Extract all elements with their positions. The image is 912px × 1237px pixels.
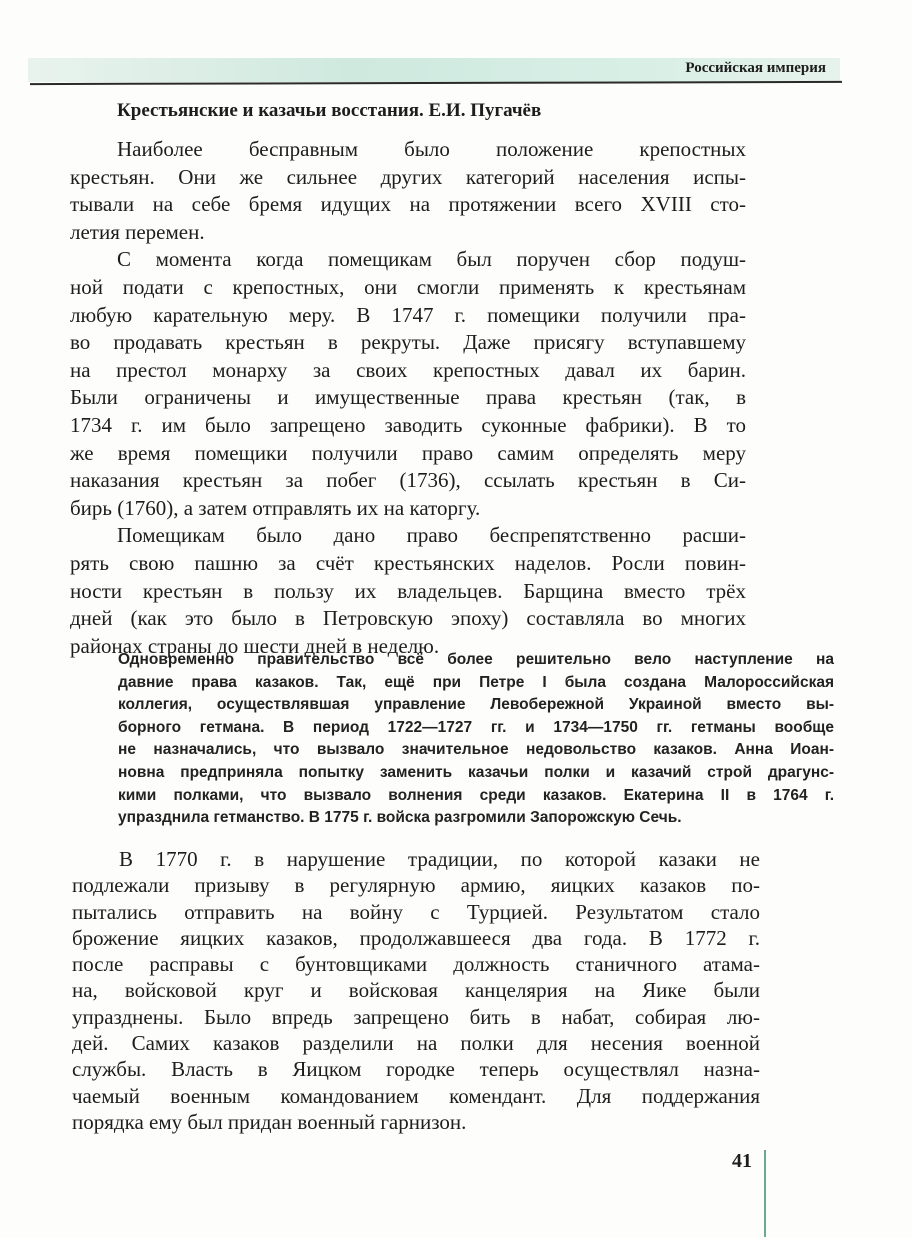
text-line: Были ограничены и имущественные права крестьян (так, в bbox=[70, 385, 746, 410]
text-line: летия перемен. bbox=[70, 219, 205, 244]
text-line: ной подати с крепостных, они смогли применять к крестьянам bbox=[70, 274, 746, 299]
text-line: чаемый военным командованием комендант. Для поддержания bbox=[72, 1083, 760, 1108]
text-line: С момента когда помещикам был поручен сбор подуш- bbox=[117, 247, 746, 272]
text-line: Наиболее бесправным было положение крепостных bbox=[117, 137, 746, 161]
text-line: дей. Самих казаков разделили на полки для несения военной bbox=[72, 1031, 760, 1056]
text-line: на престол монарху за своих крепостных давал их барин. bbox=[70, 357, 746, 382]
chapter-heading: Крестьянские и казачьи восстания. Е.И. Пугачёв bbox=[117, 100, 542, 121]
text-line: давние права казаков. Так, ещё при Петре I была создана Малороссийская bbox=[118, 673, 834, 691]
text-line: коллегия, осуществлявшая управление Левобережной Украиной вместо вы- bbox=[118, 696, 834, 714]
text-line: во продавать крестьян в рекруты. Даже присягу вступавшему bbox=[70, 330, 746, 355]
text-line: дней (как это было в Петровскую эпоху) составляла во многих bbox=[70, 606, 746, 631]
text-line: В 1770 г. в нарушение традиции, по которой казаки не bbox=[119, 847, 760, 871]
text-line: бирь (1760), а затем отправлять их на каторгу. bbox=[70, 495, 481, 520]
text-line: не назначались, что вызвало значительное недовольство казаков. Анна Иоан- bbox=[118, 741, 834, 759]
text-line: упразднены. Было впредь запрещено бить в набат, собирая лю- bbox=[72, 1004, 760, 1029]
text-line: же время помещики получили право самим определять меру bbox=[70, 440, 746, 465]
text-line: пытались отправить на войну с Турцией. Результатом стало bbox=[72, 899, 760, 924]
section-title: Российская империя bbox=[685, 60, 826, 76]
text-line: после расправы с бунтовщиками должность станичного атама- bbox=[72, 952, 760, 977]
text-line: кими полками, что вызвало волнения среди казаков. Екатерина II в 1764 г. bbox=[118, 786, 834, 804]
text-line: крестьян. Они же сильнее других категорий населения испы- bbox=[70, 164, 746, 189]
text-line: на, войсковой круг и войсковая канцелярия на Яике были bbox=[72, 978, 760, 1003]
body-text-lower bbox=[72, 846, 760, 1135]
text-line: упразднила гетманство. В 1775 г. войска разгромили Запорожскую Сечь. bbox=[118, 809, 682, 827]
text-line: службы. Власть в Яицком городке теперь осуществлял назна- bbox=[72, 1057, 760, 1082]
text-line: новна предприняла попытку заменить казачьи полки и казачий строй драгунс- bbox=[118, 763, 834, 781]
text-line: подлежали призыву в регулярную армию, яицких казаков по- bbox=[72, 873, 760, 898]
text-line: Одновременно правительство всё более решительно вело наступление на bbox=[118, 651, 834, 668]
text-line: наказания крестьян за побег (1736), ссылать крестьян в Си- bbox=[70, 468, 746, 493]
text-line: ности крестьян в пользу их владельцев. Барщина вместо трёх bbox=[70, 578, 746, 603]
text-line: Помещикам было дано право беспрепятственно расши- bbox=[117, 523, 746, 548]
body-text-upper bbox=[70, 136, 746, 660]
page-number: 41 bbox=[732, 1150, 752, 1172]
text-line: брожение яицких казаков, продолжавшееся два года. В 1772 г. bbox=[72, 925, 760, 950]
text-line: рять свою пашню за счёт крестьянских наделов. Росли повин- bbox=[70, 550, 746, 575]
text-line: порядка ему был придан военный гарнизон. bbox=[72, 1109, 467, 1134]
text-line: любую карательную меру. В 1747 г. помещики получили пра- bbox=[70, 302, 746, 327]
text-line: 1734 г. им было запрещено заводить суконные фабрики). В то bbox=[70, 412, 746, 437]
text-line: районах страны до шести дней в неделю. bbox=[70, 633, 440, 658]
page-edge-rule bbox=[764, 1150, 766, 1237]
sidebar-note-bold bbox=[118, 649, 834, 830]
text-line: тывали на себе бремя идущих на протяжении всего XVIII сто- bbox=[70, 192, 746, 217]
text-line: борного гетмана. В период 1722—1727 гг. и 1734—1750 гг. гетманы вообще bbox=[118, 718, 834, 736]
